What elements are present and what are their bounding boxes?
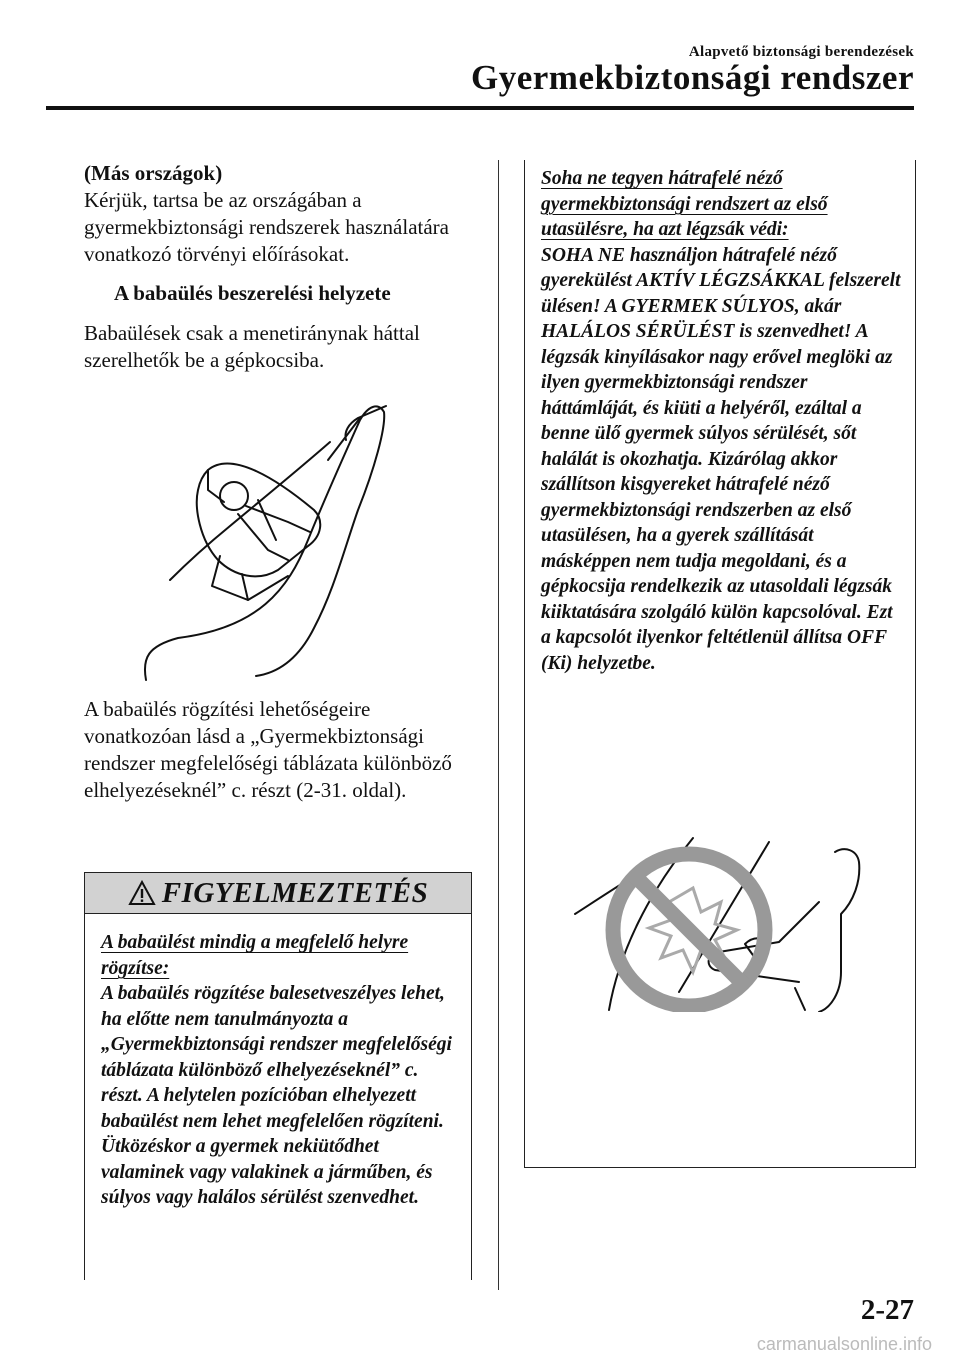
airbag-prohibition-illustration	[569, 832, 869, 1012]
reference-paragraph: A babaülés rögzítési lehetőségeire vonatkozóan lásd a „Gyermekbiztonsági rendszer megfelelőségi táblázata különböző elhelyezéseknél” c. részt (2-31. oldal).	[84, 697, 452, 802]
left-column	[84, 160, 474, 804]
warning-text: A babaülés rögzítése balesetveszélyes lehet, ha előtte nem tanulmányozta a „Gyermekbiztonsági rendszer megfelelőségi táblázata különböző elhelyezéseknél” c. részt. A helytelen pozícióban elhelyezett babaülést nem lehet megfelelően rögzíteni. Ütközéskor a gyermek nekiütődhet valaminek vagy valakinek a járműben, és súlyos vagy halálos sérülést szenvedhet.	[101, 983, 452, 1208]
subheading: (Más országok)	[84, 161, 223, 185]
warning-title: FIGYELMEZTETÉS	[161, 876, 429, 909]
warning-content	[85, 914, 471, 1211]
warning-box	[84, 872, 472, 1280]
airbag-warning-text: SOHA NE használjon hátrafelé néző gyerekülést AKTÍV LÉGZSÁKKAL felszerelt ülésen! A GYERMEK SÚLYOS, akár HALÁLOS SÉRÜLÉST is szenvedhet! A légzsák kinyílásakor nagy erővel meglöki az ilyen gyermekbiztonsági rendszer háttámláját, és kiüti a helyéről, ezáltal a benne ülő gyermek súlyos sérülését, sőt halálát is okozhatja. Kizárólag akkor szállítson kisgyereket hátrafelé néző gyermekbiztonsági rendszerben az első utasülésen, ha a gyerek szállítását másképpen nem tudja megoldani, és a gépkocsija rendelkezik az utasoldali légzsák kiiktatására szolgáló külön kapcsolóval. Ezt a kapcsolót ilyenkor feltétlenül állítsa OFF (Ki) helyzetbe.	[541, 244, 901, 674]
watermark: carmanualsonline.info	[756, 1334, 932, 1354]
section-title: A babaülés beszerelési helyzete	[114, 281, 391, 305]
airbag-warning-content	[525, 160, 915, 676]
header-section-label: Alapvető biztonsági berendezések	[688, 44, 914, 60]
airbag-warning-heading: Soha ne tegyen hátrafelé néző gyermekbiztonsági rendszert az első utasülésre, ha azt légzsák védi:	[541, 168, 828, 240]
warning-banner	[85, 872, 471, 914]
airbag-warning-box	[524, 160, 916, 1168]
header-divider	[46, 106, 914, 110]
baby-seat-illustration	[138, 390, 438, 682]
column-divider	[498, 160, 499, 1290]
intro-paragraph: Kérjük, tartsa be az országában a gyermekbiztonsági rendszerek használatára vonatkozó törvényi előírásokat.	[84, 188, 449, 266]
page-number: 2-27	[860, 1294, 914, 1326]
warning-heading: A babaülést mindig a megfelelő helyre rögzítse:	[101, 932, 409, 979]
warning-triangle-icon	[128, 880, 156, 906]
install-paragraph: Babaülések csak a menetiránynak háttal szerelhetők be a gépkocsiba.	[84, 321, 420, 372]
page-title: Gyermekbiztonsági rendszer	[471, 58, 914, 97]
